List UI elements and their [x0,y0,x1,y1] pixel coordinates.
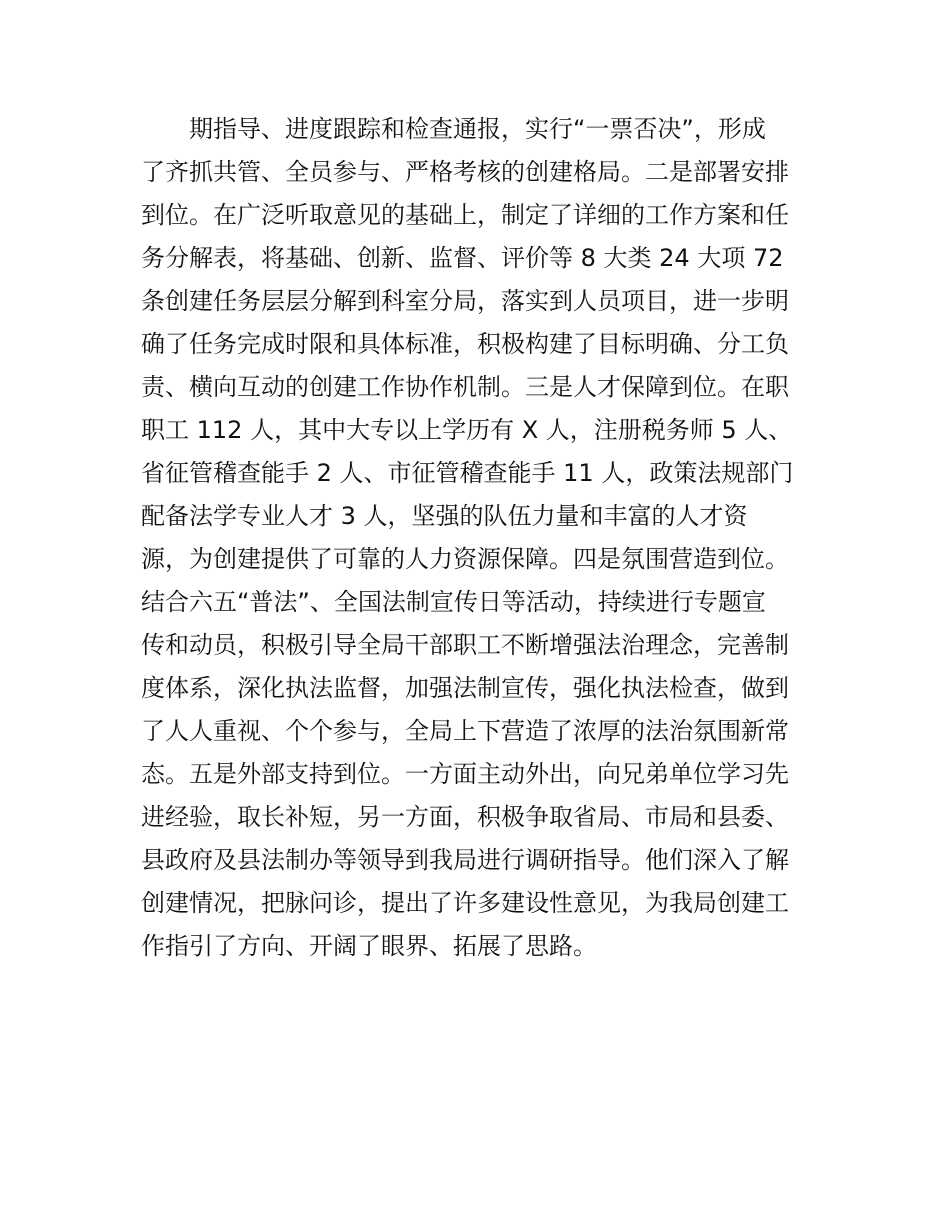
text-line: 源，为创建提供了可靠的人力资源保障。四是氛围营造到位。 [141,545,789,573]
text-line: 结合六五“普法”、全国法制宣传日等活动，持续进行专题宣 [141,588,766,616]
text-line: 县政府及县法制办等领导到我局进行调研指导。他们深入了解 [141,846,789,874]
text-line: 期指导、进度跟踪和检查通报，实行“一票否决”，形成 [141,115,766,143]
text-line: 责、横向互动的创建工作协作机制。三是人才保障到位。在职 [141,373,789,401]
text-line: 作指引了方向、开阔了眼界、拓展了思路。 [141,932,597,960]
text-line: 职工 112 人，其中大专以上学历有 X 人，注册税务师 5 人、 [141,416,793,444]
text-line: 条创建任务层层分解到科室分局，落实到人员项目，进一步明 [141,287,789,315]
text-line: 度体系，深化执法监督，加强法制宣传，强化执法检查，做到 [141,674,789,702]
text-line: 省征管稽查能手 2 人、市征管稽查能手 11 人，政策法规部门 [141,459,794,487]
body-paragraph [141,108,821,968]
text-line: 务分解表，将基础、创新、监督、评价等 8 大类 24 大项 72 [141,244,784,272]
text-line: 到位。在广泛听取意见的基础上，制定了详细的工作方案和任 [141,201,789,229]
text-line: 进经验，取长补短，另一方面，积极争取省局、市局和县委、 [141,803,789,831]
text-line: 了齐抓共管、全员参与、严格考核的创建格局。二是部署安排 [141,158,789,186]
text-line: 创建情况，把脉问诊，提出了许多建设性意见，为我局创建工 [141,889,789,917]
text-line: 确了任务完成时限和具体标准，积极构建了目标明确、分工负 [141,330,789,358]
text-line: 态。五是外部支持到位。一方面主动外出，向兄弟单位学习先 [141,760,789,788]
text-line: 传和动员，积极引导全局干部职工不断增强法治理念，完善制 [141,631,789,659]
text-line: 配备法学专业人才 3 人，坚强的队伍力量和丰富的人才资 [141,502,748,530]
text-line: 了人人重视、个个参与，全局上下营造了浓厚的法治氛围新常 [141,717,789,745]
